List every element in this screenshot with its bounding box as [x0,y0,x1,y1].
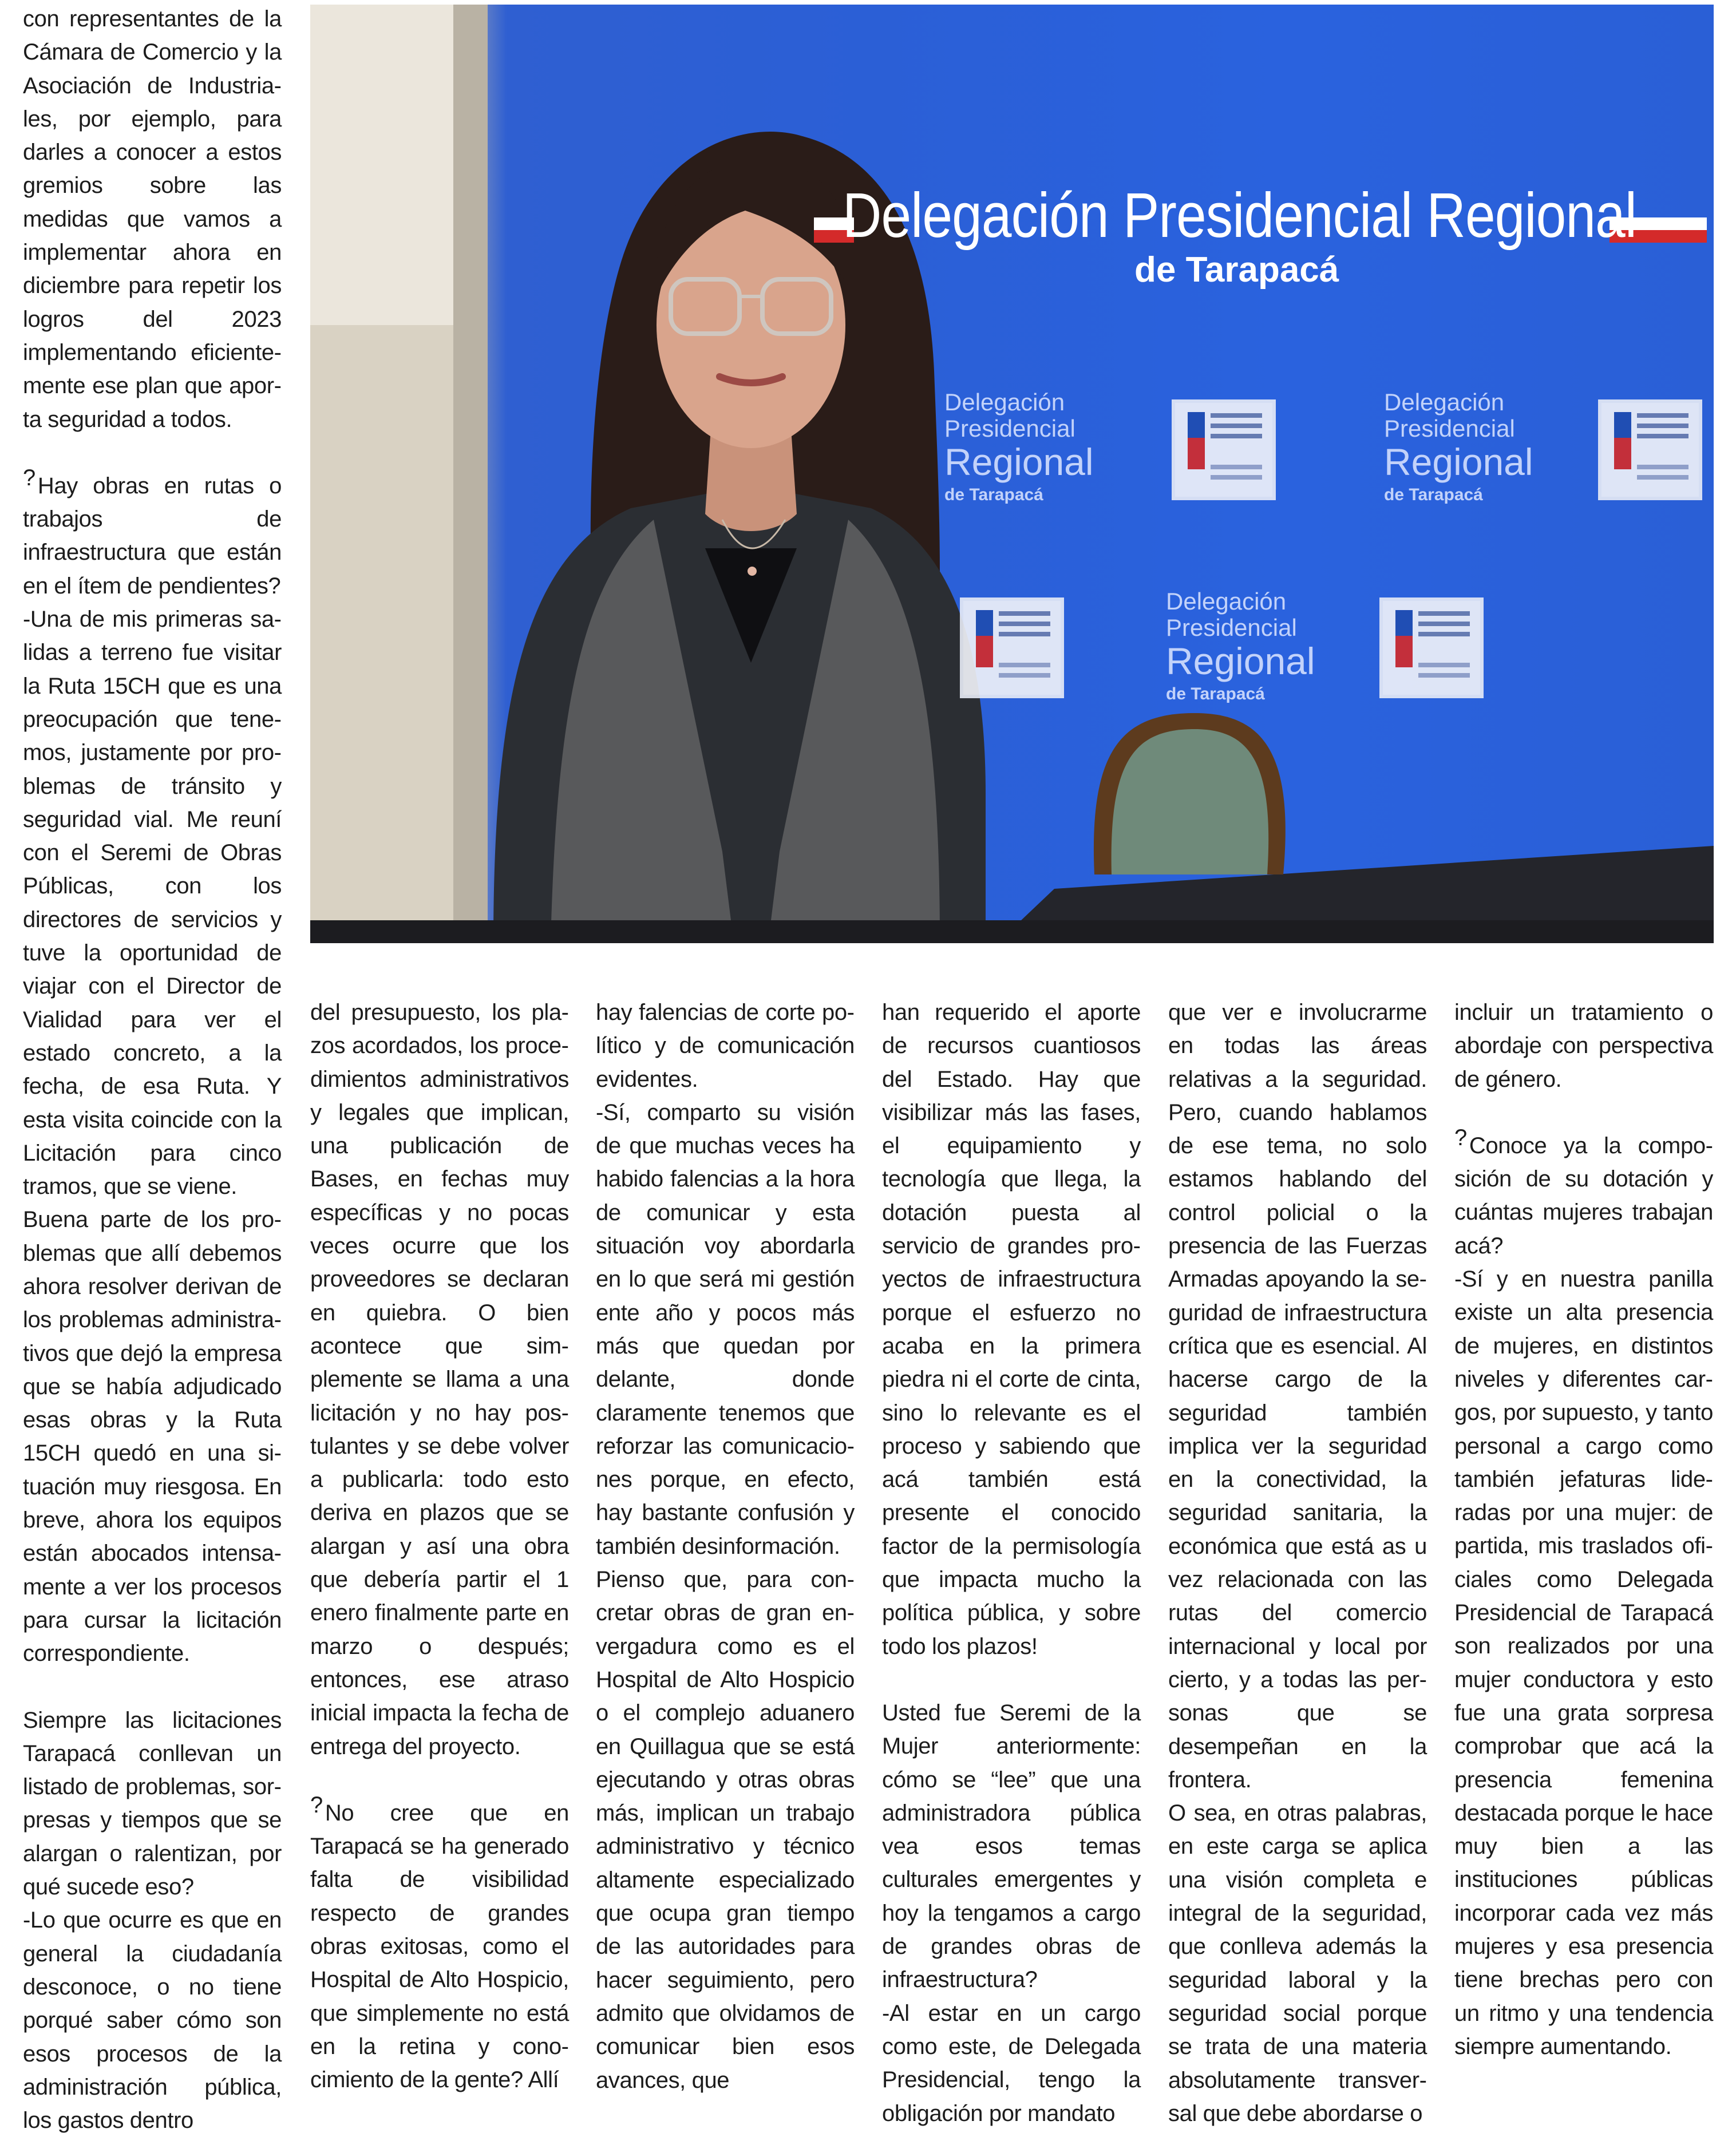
article-column-2 [310,996,569,2093]
question: Usted fue Seremi de la Mujer anteriormente: cómo se “lee” que una administradora pública vea esos temas culturales emergentes y hoy la tengamos a cargo de grandes obras de infraestructura? [882,1700,1141,1993]
question-mark: ? [23,465,35,490]
gobierno-logo [1172,399,1276,500]
gobierno-logo [1379,597,1484,698]
article-column-4 [882,996,1141,2126]
question [23,465,282,603]
delegacion-logo: Delegación Presidencial Regional de Tarapacá [944,389,1094,504]
paragraph: con representantes de la Cámara de Comercio y la Asociación de Industriales, por ejemplo, para darles a conocer a estos gremios sobre las medidas que vamos a implementar ahora en diciembre para repetir los logros del 2023 implementando eficientemente ese plan que aporta seguridad a todos. [23,6,282,432]
delegacion-logo: Delegación Presidencial Regional de Tarapacá [1384,389,1533,504]
question-mark: ? [1454,1125,1467,1150]
paragraph: del presupuesto, los plazos acordados, los procedimientos administrativos y legales que implican, una publicación de Bases, en fechas muy específicas y no pocas veces ocurre que los proveedores se declaran en quiebra. O bien acontece que simplemente se llama a una licitación y no hay postulantes y se debe volver a publicarla: todo esto deriva en plazos que se alargan y así una obra que debería partir el 1 enero finalmente parte en marzo o después; entonces, ese atraso inicial impacta la fecha de entrega del proyecto. [310,1000,569,1759]
article-column-6 [1454,996,1713,2059]
answer: -Sí, comparto su visión de que muchas veces ha habido falencias a la hora de comunicar y esta situación voy abordarla en lo que será mi gestión ente año y pocos más más que quedan por delante, donde claramente tenemos que reforzar las comunicaciones porque, en efecto, hay bastante confusión y también desinformación. [596,1099,855,1559]
article-column-5 [1168,996,1427,2126]
question [1454,1125,1713,1263]
paragraph: Buena parte de los problemas que allí debemos ahora resolver derivan de los problemas administrativos que dejó la empresa que se había adjudicado esas obras y la Ruta 15CH quedó en una situación muy riesgosa. En breve, ahora los equipos están abocados intensamente a ver los procesos para cursar la licitación correspondiente. [23,1207,282,1667]
gobierno-logo [1598,399,1702,500]
question-text: Hay obras en rutas o trabajos de infraestructura que están en el ítem de pendientes? [23,473,282,599]
question-text: No cree que en Tarapacá se ha generado falta de visibilidad respecto de grandes obras exitosas, como el Hospital de Alto Hospicio, que simplemente no está en la retina y conocimiento de la gente? Allí [310,1800,569,2093]
paragraph: O sea, en otras palabras, en este carga se aplica una visión completa e integral de la seguridad, que conlleva además la seguridad laboral y la seguridad social porque se trata de una materia absolutamente transversal que debe abordarse o [1168,1800,1427,2126]
question [310,1792,569,2097]
delegacion-logo: Delegación Presidencial Regional de Tarapacá [1166,588,1315,703]
banner-subtitle: de Tarapacá [1134,250,1339,290]
paragraph: Pienso que, para concretar obras de gran envergadura como es el Hospital de Alto Hospicio o el complejo aduanero en Quillagua que se está ejecutando y otras obras más, implican un trabajo administrativo y técnico altamente especializado que ocupa gran tiempo de las autoridades para hacer seguimiento, pero admito que olvidamos de comunicar bien esos avances, que [596,1567,855,2093]
paragraph: han requerido el aporte de recursos cuantiosos del Estado. Hay que visibilizar más las fases, el equipamiento y tecnología que llega, la dotación puesta al servicio de grandes proyectos de infraestructura porque el esfuerzo no acaba en la primera piedra ni el corte de cinta, sino lo relevante es el proceso y sabiendo que acá también está presente el conocido factor de la permisología que impacta mucho la política pública, y sobre todo los plazos! [882,1000,1141,1659]
answer: -Sí y en nuestra panilla existe un alta presencia de mujeres, en distintos niveles y diferentes cargos, por supuesto, y tanto personal a cargo como también jefaturas lideradas por una mujer: de partida, mis traslados oficiales como Delegada Presidencial de Tarapacá son realizados por una mujer conductora y esto fue una grata sorpresa comprobar que acá la presencia femenina destacada porque le hace muy bien a las instituciones públicas incorporar cada vez más mujeres y esa presencia tiene brechas pero con un ritmo y una tendencia siempre aumentando. [1454,1267,1713,2059]
paragraph: incluir un tratamiento o abordaje con perspectiva de género. [1454,1000,1713,1092]
banner-title: Delegación Presidencial Regional [843,180,1637,251]
paragraph: hay falencias de corte político y de comunicación evidentes. [596,1000,855,1092]
article-column-3 [596,996,855,2093]
portrait-photo [310,5,1714,943]
article-column-1 [23,2,282,2134]
answer: -Lo que ocurre es que en general la ciudadanía desconoce, o no tiene porqué saber cómo son esos procesos de la administración pública, los gastos dentro [23,1908,282,2134]
paragraph: que ver e involucrarme en todas las áreas relativas a la seguridad. Pero, cuando hablamos de ese tema, no solo estamos hablando del control policial o la presencia de las Fuerzas Armadas apoyando la seguridad de infraestructura crítica que es esencial. Al hacerse cargo de la seguridad también implica ver la seguridad en la conectividad, la seguridad sanitaria, la económica que está as u vez relacionada con las rutas del comercio internacional y local por cierto, y a todas las personas que se desempeñan en la frontera. [1168,1000,1427,1792]
gobierno-logo [960,597,1064,698]
question: Siempre las licitaciones Tarapacá conllevan un listado de problemas, sorpresas y tiempos que se alargan o ralentizan, por qué sucede eso? [23,1707,282,1900]
answer: -Al estar en un cargo como este, de Delegada Presidencial, tengo la obligación por mandato [882,2000,1141,2126]
answer: -Una de mis primeras salidas a terreno fue visitar la Ruta 15CH que es una preocupación que tenemos, justamente por problemas de tránsito y seguridad vial. Me reuní con el Seremi de Obras Públicas, con los directores de servicios y tuve la oportunidad de viajar con el Director de Vialidad para ver el estado concreto, a la fecha, de esa Ruta. Y esta visita coincide con la Licitación para cinco tramos, que se viene. [23,607,282,1200]
question-mark: ? [310,1792,323,1818]
question-text: Conoce ya la composición de su dotación y cuántas mujeres trabajan acá? [1454,1133,1713,1259]
